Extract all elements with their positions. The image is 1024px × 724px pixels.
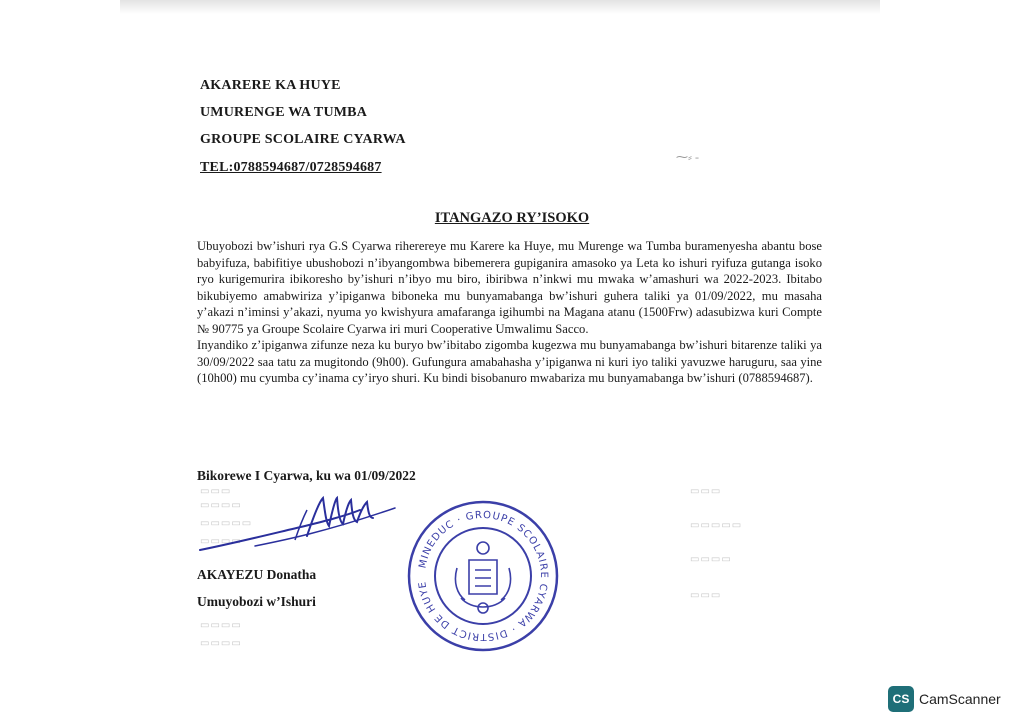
signoff-date-line: Bikorewe I Cyarwa, ku wa 01/09/2022	[197, 468, 416, 483]
notice-paragraph-2: Inyandiko z’ipiganwa zifunze neza ku buryo bw’ibitabo zigomba kugezwa mu bunyamabanga bw’ishuri bitarenze taliki ya 30/09/2022 saa tatu za mugitondo (9h00). Gufungura amabahasha y’ipiganwa ni kuri iyo taliki yavuzwe haruguru, saa yine (10h00) mu cyumba cy’inama cy’iryo shuri. Ku bindi bisobanuro mwabariza mu bunyamabanga bw’ishuri (0788594687).	[197, 338, 822, 385]
notice-paragraph-1: Ubuyobozi bw’ishuri rya G.S Cyarwa riherereye mu Karere ka Huye, mu Murenge wa Tumba buramenyesha abantu bose babyifuza, babifitiye ubushobozi n’ibyangombwa bibemerera gupiganira amasoko ya Leta ko ishuri ryifuza gutanga isoko ryo kurigemurira ibikoresho by’ishuri n’ibyo mu biro, ibiribwa n’inkwi mu mwaka w’amashuri wa 2022-2023. Ibitabo bikubiyemo amabwiriza y’ipiganwa biboneka mu bunyamabanga bw’ishuri guhera taliki ya 01/09/2022, mu masaha y’akazi n’iminsi y’akazi, nyuma yo kwishyura amafaranga igihumbi na Magana atanu (1500Frw) adasubizwa kuri Compte № 90775 ya Groupe Scolaire Cyarwa iri muri Cooperative Umwalimu Sacco.	[197, 239, 822, 336]
header-telephone: TEL:0788594687/0728594687	[200, 160, 382, 175]
header-district: AKARERE KA HUYE	[200, 78, 341, 93]
faint-mark: ▭▭▭▭	[200, 620, 242, 631]
faint-mark: ▭▭▭	[690, 590, 722, 601]
signature-image	[195, 488, 415, 568]
faint-mark: ▭▭▭▭	[200, 500, 242, 511]
notice-body	[197, 238, 822, 387]
stamp-text: MINEDUC · GROUPE SCOLAIRE CYARWA · DISTRICT DE HUYE	[417, 509, 550, 643]
header-sector: UMURENGE WA TUMBA	[200, 105, 368, 120]
coat-of-arms-icon	[455, 542, 510, 613]
faint-mark: ▭▭▭	[200, 486, 232, 497]
faint-mark: ▭▭▭▭▭	[690, 520, 743, 531]
faint-mark: ▭▭▭	[690, 486, 722, 497]
signatory-name: AKAYEZU Donatha	[197, 567, 317, 582]
faint-mark: ▭▭▭▭▭	[200, 518, 253, 529]
official-stamp	[405, 498, 561, 654]
scan-edge-shadow	[120, 0, 880, 14]
signatory-role: Umuyobozi w’Ishuri	[197, 594, 316, 609]
scribble-mark: ⁓⸗ -	[676, 150, 699, 164]
faint-mark: ▭▭▭▭	[200, 638, 242, 649]
camscanner-watermark	[888, 686, 1001, 712]
faint-mark: ▭▭▭▭	[200, 536, 242, 547]
header-school: GROUPE SCOLAIRE CYARWA	[200, 132, 406, 147]
notice-title: ITANGAZO RY’ISOKO	[434, 210, 590, 226]
faint-mark: ▭▭▭▭	[690, 554, 732, 565]
camscanner-logo-icon: CS	[888, 686, 914, 712]
camscanner-label: CamScanner	[919, 691, 1001, 707]
